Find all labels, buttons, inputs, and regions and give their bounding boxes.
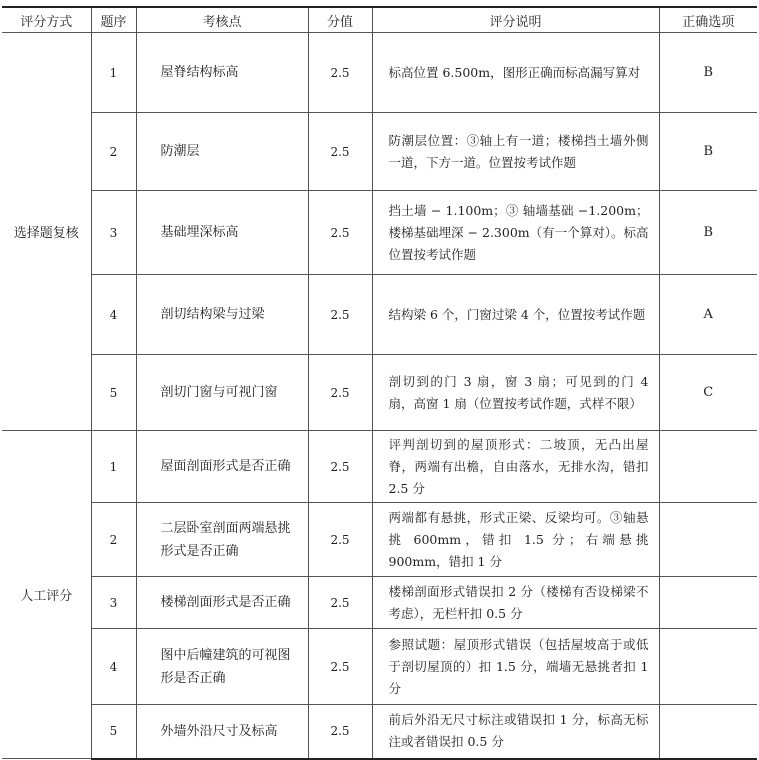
- header-point: 考核点: [136, 7, 308, 33]
- header-row: [2, 7, 757, 33]
- table-row: [2, 503, 757, 577]
- method-cell: 人工评分: [2, 431, 91, 759]
- score-value: 2.5: [308, 355, 372, 431]
- table-row: [2, 705, 757, 759]
- scoring-description: 参照试题：屋顶形式错误（包括屋坡高于或低于剖切屋顶的）扣 1.5 分，端墙无悬挑者扣 1 分: [372, 629, 659, 705]
- header-method: 评分方式: [2, 7, 91, 33]
- table-row: [2, 33, 757, 113]
- score-value: 2.5: [308, 629, 372, 705]
- correct-answer: B: [659, 33, 757, 113]
- scoring-description: 前后外沿无尺寸标注或错误扣 1 分，标高无标注或者错误扣 0.5 分: [372, 705, 659, 759]
- correct-answer: B: [659, 113, 757, 191]
- table-row: [2, 113, 757, 191]
- scoring-description: 防潮层位置：③轴上有一道；楼梯挡土墙外侧一道，下方一道。位置按考试作题: [372, 113, 659, 191]
- scoring-description: 结构梁 6 个，门窗过梁 4 个，位置按考试作题: [372, 275, 659, 355]
- question-number: 5: [91, 705, 136, 759]
- header-answer: 正确选项: [659, 7, 757, 33]
- question-number: 5: [91, 355, 136, 431]
- header-description: 评分说明: [372, 7, 659, 33]
- assessment-point: 楼梯剖面形式是否正确: [136, 577, 308, 629]
- assessment-point: 防潮层: [136, 113, 308, 191]
- scoring-description: 剖切到的门 3 扇，窗 3 扇；可见到的门 4 扇，高窗 1 扇（位置按考试作题，式样不限）: [372, 355, 659, 431]
- score-value: 2.5: [308, 577, 372, 629]
- scoring-description: 评判剖切到的屋顶形式：二坡顶，无凸出屋脊，两端有出檐，自由落水，无排水沟，错扣 2.5 分: [372, 431, 659, 503]
- table-row: [2, 275, 757, 355]
- method-cell: 选择题复核: [2, 33, 91, 431]
- scoring-description: 两端都有悬挑，形式正梁、反梁均可。③轴悬挑 600mm，错扣 1.5 分；右端悬挑 900mm，错扣 1 分: [372, 503, 659, 577]
- score-value: 2.5: [308, 705, 372, 759]
- assessment-point: 剖切结构梁与过梁: [136, 275, 308, 355]
- correct-answer: [659, 577, 757, 629]
- assessment-point: 屋脊结构标高: [136, 33, 308, 113]
- table-row: [2, 431, 757, 503]
- question-number: 3: [91, 191, 136, 275]
- question-number: 1: [91, 33, 136, 113]
- table-row: [2, 355, 757, 431]
- assessment-point: 外墙外沿尺寸及标高: [136, 705, 308, 759]
- table-row: [2, 191, 757, 275]
- correct-answer: [659, 629, 757, 705]
- correct-answer: [659, 705, 757, 759]
- correct-answer: C: [659, 355, 757, 431]
- correct-answer: A: [659, 275, 757, 355]
- table-row: [2, 577, 757, 629]
- score-value: 2.5: [308, 33, 372, 113]
- scoring-table: [2, 6, 757, 760]
- correct-answer: B: [659, 191, 757, 275]
- scoring-description: 挡土墙 − 1.100m；③ 轴墙基础 −1.200m；楼梯基础埋深 − 2.300m（有一个算对）。标高位置按考试作题: [372, 191, 659, 275]
- score-value: 2.5: [308, 113, 372, 191]
- assessment-point: 二层卧室剖面两端悬挑形式是否正确: [136, 503, 308, 577]
- assessment-point: 基础埋深标高: [136, 191, 308, 275]
- score-value: 2.5: [308, 431, 372, 503]
- score-value: 2.5: [308, 503, 372, 577]
- scoring-description: 楼梯剖面形式错误扣 2 分（楼梯有否设梯梁不考虑），无栏杆扣 0.5 分: [372, 577, 659, 629]
- table-row: [2, 629, 757, 705]
- correct-answer: [659, 503, 757, 577]
- assessment-point: 剖切门窗与可视门窗: [136, 355, 308, 431]
- question-number: 2: [91, 113, 136, 191]
- correct-answer: [659, 431, 757, 503]
- question-number: 2: [91, 503, 136, 577]
- question-number: 4: [91, 275, 136, 355]
- question-number: 1: [91, 431, 136, 503]
- score-value: 2.5: [308, 191, 372, 275]
- scoring-description: 标高位置 6.500m，图形正确而标高漏写算对: [372, 33, 659, 113]
- header-number: 题序: [91, 7, 136, 33]
- assessment-point: 屋面剖面形式是否正确: [136, 431, 308, 503]
- question-number: 3: [91, 577, 136, 629]
- assessment-point: 图中后幢建筑的可视图形是否正确: [136, 629, 308, 705]
- question-number: 4: [91, 629, 136, 705]
- score-value: 2.5: [308, 275, 372, 355]
- header-score: 分值: [308, 7, 372, 33]
